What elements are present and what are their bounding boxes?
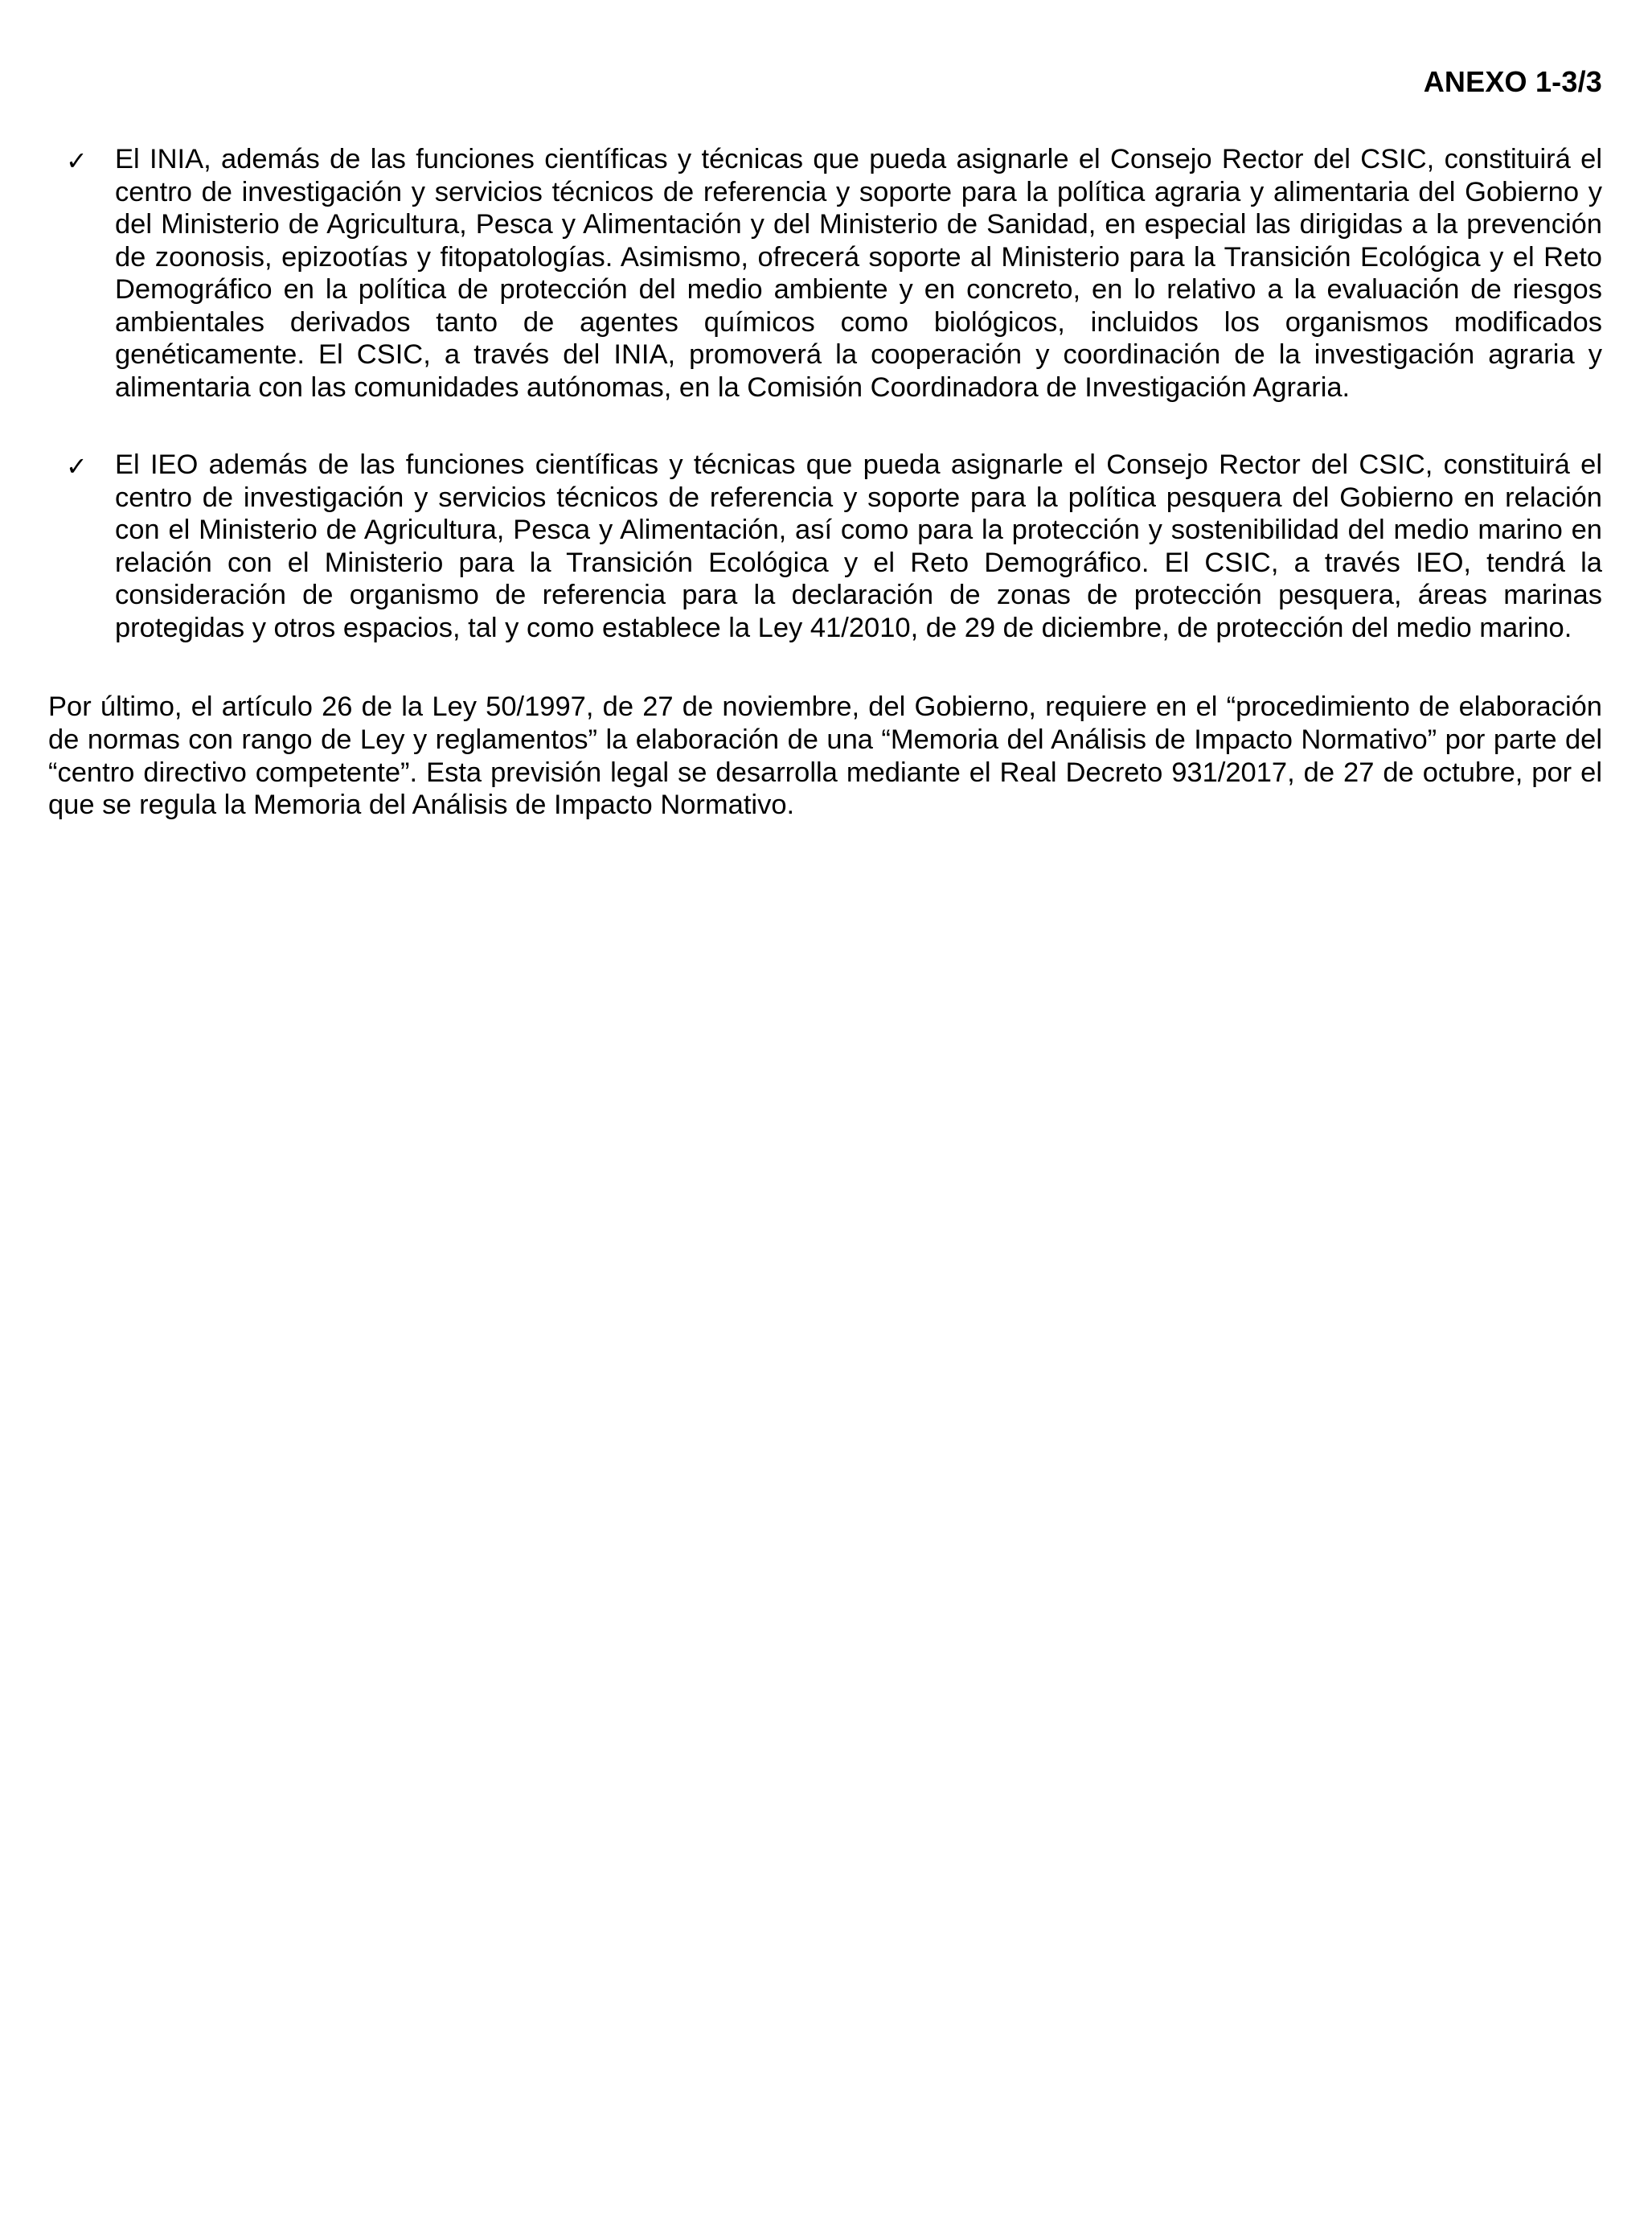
bullet-item-ieo [48,449,1602,644]
bullet-paragraph-ieo: El IEO además de las funciones científicas y técnicas que pueda asignarle el Consejo Rector del CSIC, constituirá el centro de investigación y servicios técnicos de referencia y soporte para la política pesquera del Gobierno en relación con el Ministerio de Agricultura, Pesca y Alimentación, así como para la protección y sostenibilidad del medio marino en relación con el Ministerio para la Transición Ecológica y el Reto Demográfico. El CSIC, a través IEO, tendrá la consideración de organismo de referencia para la declaración de zonas de protección pesquera, áreas marinas protegidas y otros espacios, tal y como establece la Ley 41/2010, de 29 de diciembre, de protección del medio marino. [115,449,1602,643]
bullet-paragraph-inia: El INIA, además de las funciones científicas y técnicas que pueda asignarle el Consejo Rector del CSIC, constituirá el centro de investigación y servicios técnicos de referencia y soporte para la política agraria y alimentaria del Gobierno y del Ministerio de Agricultura, Pesca y Alimentación y del Ministerio de Sanidad, en especial las dirigidas a la prevención de zoonosis, epizootías y fitopatologías. Asimismo, ofrecerá soporte al Ministerio para la Transición Ecológica y el Reto Demográfico en la política de protección del medio ambiente y en concreto, en lo relativo a la evaluación de riesgos ambientales derivados tanto de agentes químicos como biológicos, incluidos los organismos modificados genéticamente. El CSIC, a través del INIA, promoverá la cooperación y coordinación de la investigación agraria y alimentaria con las comunidades autónomas, en la Comisión Coordinadora de Investigación Agraria. [115,144,1602,403]
checkmark-bullet-icon: ✓ [66,452,88,482]
annex-header: ANEXO 1-3/3 [1423,65,1602,98]
closing-paragraph: Por último, el artículo 26 de la Ley 50/1997, de 27 de noviembre, del Gobierno, requiere en el “procedimiento de elaboración de normas con rango de Ley y reglamentos” la elaboración de una “Memoria del Análisis de Impacto Normativo” por parte del “centro directivo competente”. Esta previsión legal se desarrolla mediante el Real Decreto 931/2017, de 27 de octubre, por el que se regula la Memoria del Análisis de Impacto Normativo. [48,691,1602,821]
closing-section [48,691,1602,821]
document-body [48,143,1602,822]
checkmark-bullet-icon: ✓ [66,146,88,175]
bullet-item-inia [48,143,1602,404]
checkmark-bullet-list [48,143,1602,644]
